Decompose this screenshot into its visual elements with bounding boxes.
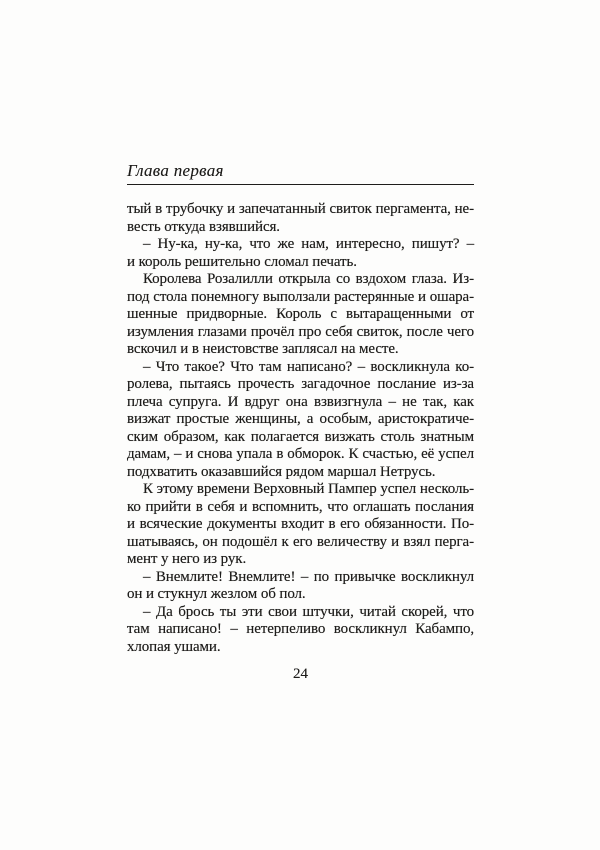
- text-line: – Да брось ты эти свои штучки, читай скорей, что: [143, 603, 474, 620]
- body-text: [127, 201, 474, 656]
- text-line: шатываясь, он подошёл к его величеству и взял перга-: [127, 533, 474, 550]
- text-line: Королева Розалилли открыла со вздохом глаза. Из-: [143, 271, 474, 287]
- text-line: тый в трубочку и запечатанный свиток пергамента, не-: [127, 201, 474, 217]
- text-line: изумления глазами прочёл про себя свиток, после чего: [127, 323, 474, 340]
- paragraph: [127, 359, 474, 482]
- paragraph: [127, 604, 474, 657]
- text-line: дамам, – и снова упала в обморок. К счастью, её успел: [127, 446, 474, 462]
- text-line: визжат простые женщины, а особым, аристократиче-: [127, 411, 474, 427]
- paragraph: [127, 236, 474, 271]
- text-line: подхватить оказавшийся рядом маршал Нетрусь.: [127, 463, 436, 480]
- text-line: мент у него из рук.: [127, 551, 247, 567]
- text-line: весть откуда взявшийся.: [127, 218, 280, 235]
- paragraph: [127, 201, 474, 236]
- text-line: ским образом, как полагается визжать столь знатным: [127, 428, 474, 445]
- text-line: он и стукнул жезлом об пол.: [127, 586, 306, 602]
- paragraph: [127, 271, 474, 359]
- text-line: ко прийти в себя и вспомнить, что оглашать послания: [127, 498, 474, 515]
- page-number: 24: [293, 666, 308, 682]
- text-line: ролева, пытаясь прочесть загадочное послание из-за: [127, 376, 474, 392]
- chapter-heading: Глава первая: [127, 161, 224, 180]
- text-line: – Ну-ка, ну-ка, что же нам, интересно, пишут? –: [143, 236, 474, 252]
- chapter-heading-rule: [127, 184, 474, 185]
- text-line: К этому времени Верховный Пампер успел несколь-: [143, 481, 474, 497]
- text-line: там написано! – нетерпеливо воскликнул Кабампо,: [127, 621, 474, 637]
- paragraph: [127, 481, 474, 569]
- text-line: под стола понемногу выползали растерянные и ошара-: [127, 288, 474, 305]
- text-line: шенные придворные. Король с вытаращенными от: [127, 306, 474, 322]
- text-line: и король решительно сломал печать.: [127, 253, 357, 270]
- text-line: – Внемлите! Внемлите! – по привычке воскликнул: [143, 568, 474, 585]
- text-line: вскочил и в неистовстве заплясал на месте.: [127, 341, 399, 357]
- text-line: и всяческие документы входит в его обязанности. По-: [127, 516, 474, 532]
- text-line: – Что такое? Что там написано? – воскликнула ко-: [143, 358, 474, 375]
- text-line: хлопая ушами.: [127, 638, 221, 655]
- paragraph: [127, 569, 474, 604]
- text-line: плеча супруга. И вдруг она взвизгнула – не так, как: [127, 393, 474, 410]
- text-column: [127, 0, 474, 850]
